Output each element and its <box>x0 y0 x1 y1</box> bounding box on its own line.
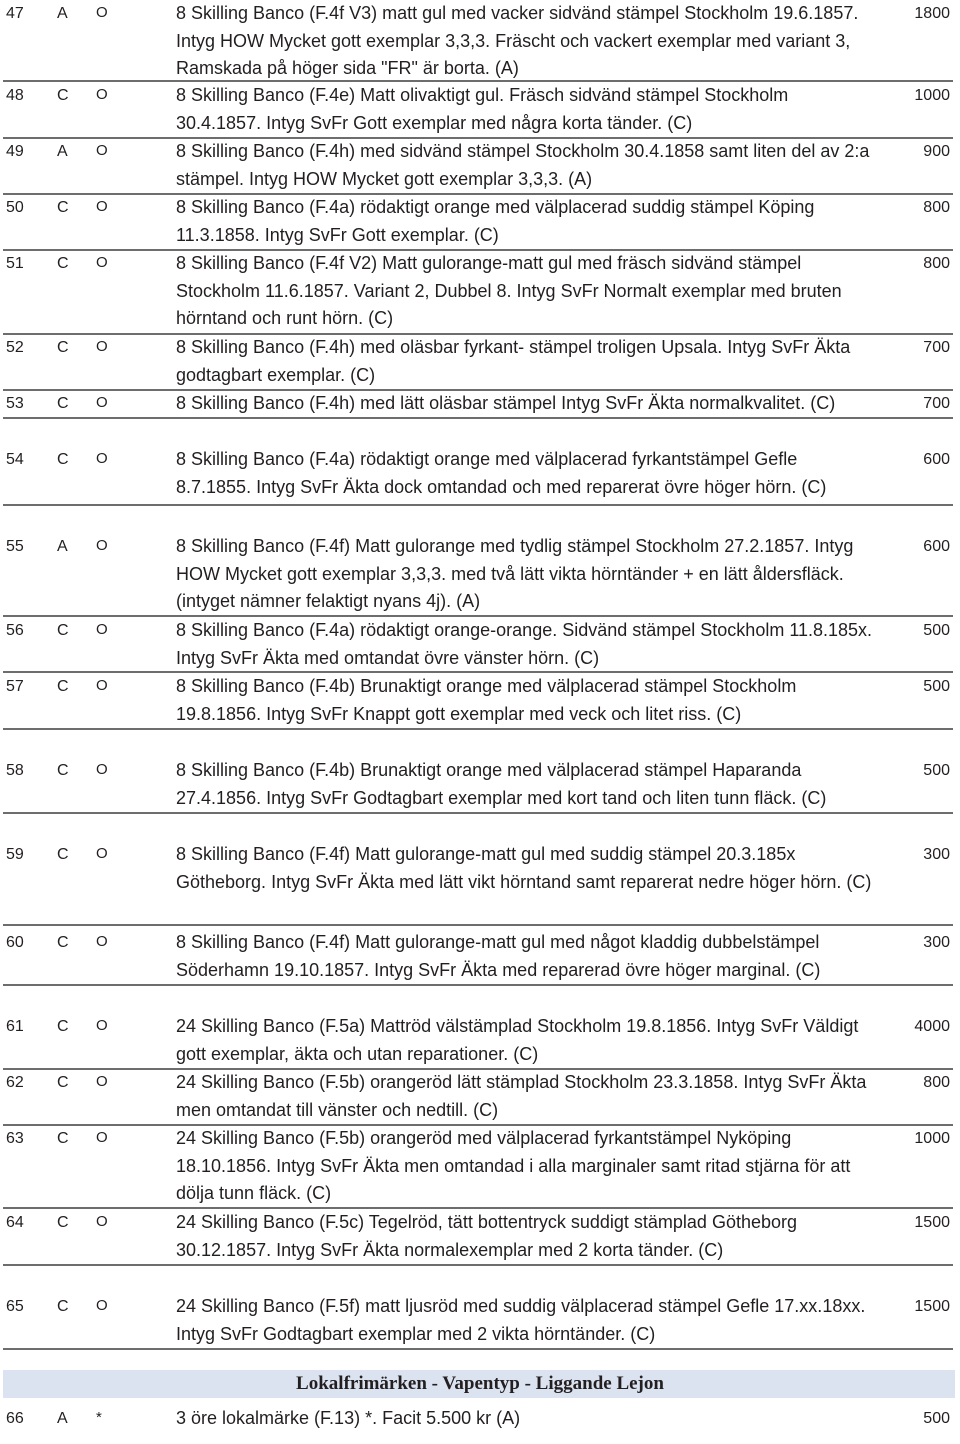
lot-grade: C <box>57 934 69 951</box>
lot-number: 64 <box>6 1214 24 1231</box>
lot-price: 800 <box>923 255 950 272</box>
lot-number: 50 <box>6 199 24 216</box>
lot-grade: C <box>57 846 69 863</box>
lot-price: 800 <box>923 1074 950 1091</box>
row-divider <box>3 504 953 506</box>
lot-number: 58 <box>6 762 24 779</box>
lot-number: 66 <box>6 1410 24 1427</box>
lot-condition: O <box>96 142 108 159</box>
lot-grade: C <box>57 1214 69 1231</box>
lot-condition: O <box>96 4 108 21</box>
lot-number: 63 <box>6 1130 24 1147</box>
lot-condition: O <box>96 1073 108 1090</box>
lot-description: 8 Skilling Banco (F.4b) Brunaktigt orange med välplacerad stämpel Haparanda 27.4.1856. Intyg SvFr Godtagbart exemplar med kort tand och liten tunn fläck. (C) <box>176 760 827 808</box>
lot-description: 8 Skilling Banco (F.4h) med sidvänd stämpel Stockholm 30.4.1858 samt liten del av 2:a stämpel. Intyg HOW Mycket gott exemplar 3,3,3. (A) <box>176 141 870 189</box>
lot-description: 24 Skilling Banco (F.5f) matt ljusröd med suddig välplacerad stämpel Gefle 17.xx.18xx. Intyg SvFr Godtagbart exemplar med 2 vikta hörntänder. (C) <box>176 1296 866 1344</box>
lot-condition: O <box>96 845 108 862</box>
lot-condition: O <box>96 1297 108 1314</box>
lot-grade: A <box>57 1410 68 1427</box>
lot-grade: C <box>57 1298 69 1315</box>
lot-description: 8 Skilling Banco (F.4h) med oläsbar fyrkant- stämpel troligen Upsala. Intyg SvFr Äkta godtagbart exemplar. (C) <box>176 337 851 385</box>
lot-price: 700 <box>923 339 950 356</box>
lot-price: 300 <box>923 846 950 863</box>
lot-description: 8 Skilling Banco (F.4b) Brunaktigt orange med välplacerad stämpel Stockholm 19.8.1856. Intyg SvFr Knappt gott exemplar med veck och litet riss. (C) <box>176 676 797 724</box>
lot-condition: O <box>96 621 108 638</box>
lot-grade: A <box>57 5 68 22</box>
lot-number: 62 <box>6 1074 24 1091</box>
lot-grade: C <box>57 1130 69 1147</box>
lot-price: 500 <box>923 762 950 779</box>
lot-description: 24 Skilling Banco (F.5c) Tegelröd, tätt bottentryck suddigt stämplad Götheborg 30.12.1857. Intyg SvFr Äkta normalexemplar med 2 korta tänder. (C) <box>176 1212 798 1260</box>
lot-number: 57 <box>6 678 24 695</box>
lot-number: 61 <box>6 1018 24 1035</box>
lot-grade: C <box>57 762 69 779</box>
lot-number: 56 <box>6 622 24 639</box>
lot-condition: O <box>96 1129 108 1146</box>
lot-price: 800 <box>923 199 950 216</box>
lot-condition: O <box>96 394 108 411</box>
lot-price: 700 <box>923 395 950 412</box>
lot-description: 24 Skilling Banco (F.5b) orangeröd lätt stämplad Stockholm 23.3.1858. Intyg SvFr Äkta men omtandat till vänster och nedtill. (C) <box>176 1072 867 1120</box>
lot-description: 8 Skilling Banco (F.4a) rödaktigt orange med välplacerad fyrkantstämpel Gefle 8.7.1855. Intyg SvFr Äkta dock omtandad och med reparerat övre höger hörn. (C) <box>176 449 827 497</box>
lot-number: 53 <box>6 395 24 412</box>
lot-grade: C <box>57 395 69 412</box>
lot-description: 8 Skilling Banco (F.4f V2) Matt gulorange-matt gul med fräsch sidvänd stämpel Stockholm 11.6.1857. Variant 2, Dubbel 8. Intyg SvFr Normalt exemplar med bruten hörntand och runt hörn. (C) <box>176 253 842 329</box>
row-divider <box>3 417 953 419</box>
lot-grade: C <box>57 451 69 468</box>
lot-price: 4000 <box>914 1018 950 1035</box>
lot-description: 8 Skilling Banco (F.4a) rödaktigt orange med välplacerad suddig stämpel Köping 11.3.1858. Intyg SvFr Gott exemplar. (C) <box>176 197 815 245</box>
lot-price: 1800 <box>914 5 950 22</box>
lot-price: 600 <box>923 538 950 555</box>
lot-condition: O <box>96 450 108 467</box>
lot-description: 8 Skilling Banco (F.4f) Matt gulorange-matt gul med suddig stämpel 20.3.185x Götheborg. Intyg SvFr Äkta med lätt vikt hörntand samt reparerat nedre höger hörn. (C) <box>176 844 872 892</box>
lot-condition: O <box>96 338 108 355</box>
row-divider <box>3 812 953 814</box>
lot-grade: C <box>57 255 69 272</box>
lot-grade: C <box>57 1074 69 1091</box>
lot-number: 60 <box>6 934 24 951</box>
lot-number: 49 <box>6 143 24 160</box>
lot-price: 1000 <box>914 1130 950 1147</box>
row-divider <box>3 1348 953 1350</box>
lot-grade: A <box>57 538 68 555</box>
lot-grade: C <box>57 339 69 356</box>
lot-grade: C <box>57 199 69 216</box>
lot-condition: O <box>96 933 108 950</box>
lot-condition: O <box>96 761 108 778</box>
lot-grade: C <box>57 1018 69 1035</box>
lot-condition: O <box>96 677 108 694</box>
lot-description: 24 Skilling Banco (F.5a) Mattröd välstämplad Stockholm 19.8.1856. Intyg SvFr Väldigt gott exemplar, äkta och utan reparationer. (C) <box>176 1016 859 1064</box>
lot-price: 1500 <box>914 1298 950 1315</box>
lot-description: 8 Skilling Banco (F.4e) Matt olivaktigt gul. Fräsch sidvänd stämpel Stockholm 30.4.1857. Intyg SvFr Gott exemplar med några korta tänder. (C) <box>176 85 789 133</box>
row-divider <box>3 924 953 926</box>
row-divider <box>3 1264 953 1266</box>
lot-condition: O <box>96 86 108 103</box>
lot-number: 59 <box>6 846 24 863</box>
lot-number: 51 <box>6 255 24 272</box>
section-heading: Lokalfrimärken - Vapentyp - Liggande Lejon <box>296 1373 664 1394</box>
lot-price: 300 <box>923 934 950 951</box>
lot-number: 48 <box>6 87 24 104</box>
lot-grade: C <box>57 87 69 104</box>
lot-description: 8 Skilling Banco (F.4f) Matt gulorange med tydlig stämpel Stockholm 27.2.1857. Intyg HOW Mycket gott exemplar 3,3,3. med två lätt vikta hörntänder + en lätt åldersfläck. (intyget nämner felaktigt nyans 4j). (A) <box>176 536 854 612</box>
lot-grade: C <box>57 622 69 639</box>
lot-description: 3 öre lokalmärke (F.13) *. Facit 5.500 kr (A) <box>176 1408 521 1428</box>
lot-grade: A <box>57 143 68 160</box>
lot-condition: O <box>96 1017 108 1034</box>
lot-condition: O <box>96 254 108 271</box>
lot-grade: C <box>57 678 69 695</box>
lot-price: 500 <box>923 678 950 695</box>
lot-number: 52 <box>6 339 24 356</box>
lot-price: 500 <box>923 1410 950 1427</box>
row-divider <box>3 984 953 986</box>
lot-condition: O <box>96 537 108 554</box>
lot-price: 900 <box>923 143 950 160</box>
lot-description: 8 Skilling Banco (F.4f) Matt gulorange-matt gul med något kladdig dubbelstämpel Söderhamn 19.10.1857. Intyg SvFr Äkta med reparerad övre höger marginal. (C) <box>176 932 821 980</box>
lot-condition: O <box>96 1213 108 1230</box>
lot-number: 47 <box>6 5 24 22</box>
lot-number: 65 <box>6 1298 24 1315</box>
lot-condition: O <box>96 198 108 215</box>
lot-price: 1500 <box>914 1214 950 1231</box>
lot-description: 8 Skilling Banco (F.4f V3) matt gul med vacker sidvänd stämpel Stockholm 19.6.1857. Intyg HOW Mycket gott exemplar 3,3,3. Fräscht och vackert exemplar med variant 3, Ramskada på höger sida "FR" är borta. (A) <box>176 3 859 79</box>
lot-description: 8 Skilling Banco (F.4h) med lätt oläsbar stämpel Intyg SvFr Äkta normalkvalitet. (C) <box>176 393 836 413</box>
lot-description: 24 Skilling Banco (F.5b) orangeröd med välplacerad fyrkantstämpel Nyköping 18.10.1856. Intyg SvFr Äkta men omtandad i alla marginaler samt ritad stjärna för att dölja tunn fläck. (C) <box>176 1128 851 1204</box>
lot-price: 1000 <box>914 87 950 104</box>
lot-number: 55 <box>6 538 24 555</box>
lot-condition: * <box>96 1409 102 1426</box>
row-divider <box>3 728 953 730</box>
lot-number: 54 <box>6 451 24 468</box>
lot-price: 600 <box>923 451 950 468</box>
lot-description: 8 Skilling Banco (F.4a) rödaktigt orange-orange. Sidvänd stämpel Stockholm 11.8.185x. Intyg SvFr Äkta med omtandat övre vänster hörn. (C) <box>176 620 873 668</box>
lot-price: 500 <box>923 622 950 639</box>
